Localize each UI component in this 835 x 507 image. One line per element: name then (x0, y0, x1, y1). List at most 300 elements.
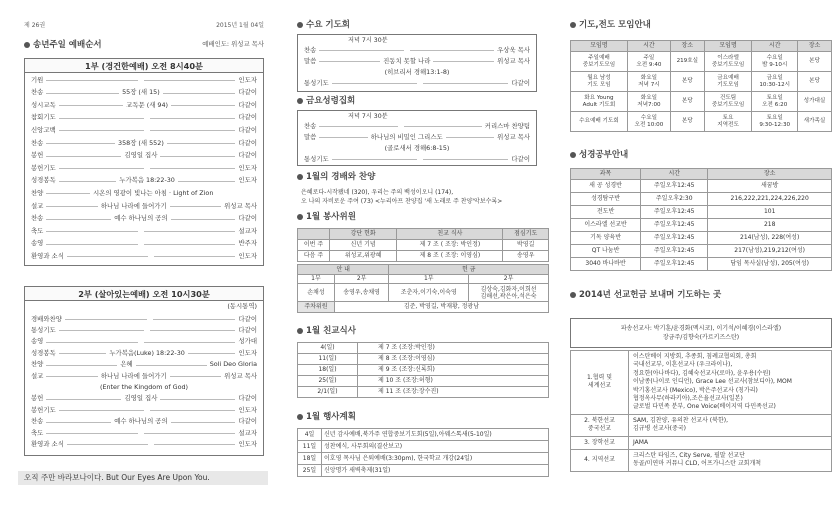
order-content: 진동치 못할 나라 (383, 56, 431, 65)
order-leader: 인도자 (238, 348, 258, 357)
plan-event: 성찬예식, 사무회의(결산보고) (322, 441, 549, 453)
serve-table (297, 228, 549, 262)
meeting-cell: 이스라엘 중보기도모임 (704, 52, 752, 72)
order-content: 55장 (새 15) (122, 88, 160, 97)
leader-line (150, 168, 235, 169)
bible-cell: 주일오후12:45 (641, 232, 708, 245)
meeting-head: 시간 (752, 41, 798, 52)
table-row (571, 92, 832, 112)
leader-line (178, 181, 236, 182)
leader-line (319, 137, 367, 138)
plan-date: 18일 (298, 453, 322, 465)
mission-category: 2. 북한선교 중국선교 (571, 414, 629, 436)
leader-line (160, 156, 235, 157)
order-row (31, 139, 257, 148)
bullet-icon (570, 22, 576, 28)
meeting-cell: 새가족실 (797, 112, 831, 132)
leader-line (46, 231, 138, 232)
order-leader: 다같이 (238, 88, 257, 97)
leader-line (332, 159, 417, 160)
table-row (298, 453, 549, 465)
bible-cell: 새 공 성경반 (571, 180, 641, 193)
order-content: 시온의 영광이 빛나는 아침 · Light of Zion (92, 189, 214, 198)
praise-list (301, 188, 502, 206)
order-leader: 위성교 목사 (497, 56, 531, 65)
order-row (304, 122, 530, 131)
order-row (31, 101, 257, 110)
bible-cell: 주일오후2:30 (641, 193, 708, 206)
leader-line (46, 156, 121, 157)
serve-cell: 제 7 조 ( 조장: 박인정) (397, 240, 503, 251)
leader-line (59, 410, 144, 411)
table-row (298, 365, 549, 376)
order-row (31, 349, 257, 358)
order-leader: 다같이 (238, 151, 258, 160)
fellow-group: 제 8 조 (조장:이영심) (358, 354, 549, 365)
order-row (31, 89, 257, 98)
serve-head: 강단 헌화 (330, 229, 397, 240)
issue-number: 제 26권 (24, 22, 46, 29)
table-row (571, 436, 832, 449)
meeting-cell: 토요 지역전도 (704, 112, 752, 132)
bible-head: 시간 (641, 169, 708, 180)
table-row (571, 52, 832, 72)
order-item: 참회기도 (31, 113, 56, 122)
order-item: 찬송 (31, 88, 44, 97)
meeting-head: 시간 (627, 41, 670, 52)
leader-line (319, 126, 397, 127)
leader-line (167, 143, 236, 144)
order-item: 환영과 소식 (31, 440, 64, 449)
order-leader: 다같이 (238, 394, 258, 403)
order-row (31, 76, 257, 85)
leader-line (163, 93, 236, 94)
usher-sub: 2부 (469, 275, 549, 284)
table-row (571, 72, 832, 92)
order-item: 봉헌기도 (31, 405, 56, 414)
table-row (571, 232, 832, 245)
meeting-cell: 수요예배 기도회 (571, 112, 628, 132)
bible-head: 장소 (708, 169, 832, 180)
usher-sub: 1부 (298, 275, 335, 284)
order-leader: 인도자 (238, 176, 258, 185)
order-leader: 위성교 목사 (224, 371, 257, 380)
meeting-cell: 토요일 9:30-12:30 (752, 112, 798, 132)
bible-cell: 주일오후12:45 (641, 258, 708, 271)
meeting-cell: 월요 남성 기도 모임 (571, 72, 628, 92)
bible-cell: 주일오후12:45 (641, 206, 708, 219)
meeting-head: 장소 (670, 41, 704, 52)
leader-line (144, 433, 236, 434)
order-leader: 성가대 (238, 337, 258, 346)
order-row (31, 227, 257, 236)
bullet-icon (297, 328, 303, 334)
order-item: 찬양 (31, 360, 44, 369)
order-content: (골로새서 경해6:8-15) (384, 143, 450, 152)
order-row (31, 202, 257, 211)
order-row (31, 383, 257, 392)
bible-cell: 전도반 (571, 206, 641, 219)
leader-line (46, 244, 138, 245)
order-leader: 인도자 (238, 405, 258, 414)
leader-line (59, 181, 117, 182)
order-row (304, 46, 530, 55)
order-row (31, 114, 257, 123)
leader-line (188, 353, 236, 354)
leader-line (144, 342, 236, 343)
meeting-table (570, 40, 832, 132)
leader-line (171, 105, 235, 106)
leader-line (150, 410, 235, 411)
order-content: 358장 (새 552) (118, 138, 164, 147)
order-item: 찬양 (31, 189, 44, 198)
order-leader: 인도자 (238, 163, 258, 172)
order-leader: 설교자 (238, 226, 258, 235)
order-content: 은혜 (120, 360, 133, 369)
leader-line (144, 80, 236, 81)
order-row (31, 406, 257, 415)
serve-cell: 위성교,위광혜 (330, 251, 397, 262)
order-item: 찬송 (304, 121, 317, 130)
order-row (304, 133, 530, 142)
leader-line (46, 143, 115, 144)
order-leader: 반주자 (238, 239, 258, 248)
footer-banner: 오직 주만 바라보나이다. But Our Eyes Are Upon You. (18, 471, 268, 485)
serve-cell: 다음 주 (298, 251, 330, 262)
order-content: 교독문 (새 94) (126, 100, 169, 109)
plan-event: 신앙명가 새벽축제(31일) (322, 465, 549, 477)
leader-line (46, 376, 97, 377)
order-item: 찬송 (304, 45, 317, 54)
plan-date: 11일 (298, 441, 322, 453)
host-names: 김준, 박영길, 박재황, 정광남 (334, 302, 548, 313)
leader-line (136, 365, 207, 366)
meeting-cell: 성가대실 (797, 92, 831, 112)
meeting-cell: 화요일 저녁 7시 (627, 72, 670, 92)
fri-title: 금요성령집회 (297, 96, 355, 106)
order-content: 하나님 나라에 들어가기 (100, 371, 167, 380)
serve-cell: 이번 주 (298, 240, 330, 251)
bullet-icon (570, 152, 576, 158)
bible-cell: 주일오후12:45 (641, 245, 708, 258)
order-item: 통성기도 (304, 154, 329, 163)
table-row (298, 429, 549, 441)
usher-sub: 1부 (389, 275, 469, 284)
order-leader: 다같이 (238, 113, 258, 122)
order-item: 찬송 (31, 214, 44, 223)
order-content: 예수 하나님의 공의 (114, 417, 168, 426)
host-label: 주차위원 (298, 302, 335, 313)
leader-line (410, 50, 494, 51)
mission-detail: 크리스탄 타임즈, City Serve, 필말 선교단 동골/미연마 커뮤니 CLD, 어프가니스탄 교회개척 (629, 450, 832, 472)
leader-line (46, 433, 138, 434)
leader-line (154, 444, 235, 445)
leader-line (154, 256, 235, 257)
issue-date: 2015년 1월 04일 (216, 22, 264, 29)
order-row (31, 418, 257, 427)
service2-box (24, 286, 264, 456)
order-leader: 다같이 (238, 126, 258, 135)
table-row (571, 206, 832, 219)
bible-cell: 기독 양육반 (571, 232, 641, 245)
leader-line (46, 342, 138, 343)
order-content: 김영일 집사 (124, 394, 158, 403)
leader-line (46, 93, 119, 94)
column-info (570, 0, 832, 507)
bible-cell: 담임 목사실(남성), 205(여성) (708, 258, 832, 271)
order-row (31, 189, 257, 198)
mission-detail: SAM, 김찬양, 유의찬 선교사 (북한), 김규병 선교사(중국) (629, 414, 832, 436)
leader-line (46, 80, 138, 81)
fellow-date: 2/1(일) (298, 387, 358, 398)
praise-line: 은혜로다-시작됐네 (320), 우리는 주의 백성이오니 (174), (301, 189, 454, 196)
table-row (298, 376, 549, 387)
service2-subtitle: (동시통역) (227, 302, 257, 310)
leader-line (144, 231, 236, 232)
order-row (31, 252, 257, 261)
table-head-row (571, 169, 832, 180)
leader-line (46, 206, 97, 207)
bible-cell: 214(남성), 228(여성) (708, 232, 832, 245)
order-item: 기원 (31, 75, 44, 84)
usher-cell: 송영우,송채영 (334, 284, 389, 302)
order-leader: 우상욱 목사 (497, 45, 531, 54)
meeting-cell: 건도팀 중보기도모임 (704, 92, 752, 112)
order-item: 송영 (31, 337, 44, 346)
fellow-date: 18(일) (298, 365, 358, 376)
table-row (571, 193, 832, 206)
meeting-cell: 금요예배 기도모임 (704, 72, 752, 92)
leader-line (46, 365, 117, 366)
order-item: 통성기도 (304, 78, 329, 87)
leader-line (59, 105, 123, 106)
order-row (31, 440, 257, 449)
fellow-date: 11(일) (298, 354, 358, 365)
table-row (571, 112, 832, 132)
serve-head (298, 229, 330, 240)
leader-line (160, 399, 235, 400)
order-item: 환영과 소식 (31, 252, 64, 261)
order-leader: 다같이 (238, 138, 257, 147)
mission-title: 2014년 선교헌금 보내며 기도하는 곳 (570, 290, 721, 300)
bible-cell: QT 나눔반 (571, 245, 641, 258)
table-row (571, 414, 832, 436)
fri-box (297, 110, 537, 166)
mission-category: 3. 장학선교 (571, 436, 629, 449)
bullet-icon (297, 22, 303, 28)
leader-line (46, 399, 121, 400)
plan-table (297, 428, 549, 477)
fellow-date: 4(일) (298, 343, 358, 354)
leader-line (59, 353, 107, 354)
meeting-cell: 금요일 10:30-12시 (752, 72, 798, 92)
order-row (31, 315, 257, 324)
mission-table (570, 350, 832, 472)
bible-cell: 주일오후12:45 (641, 219, 708, 232)
leader-line (144, 244, 236, 245)
bible-cell: 101 (708, 206, 832, 219)
leader-line (150, 118, 235, 119)
order-content: (Enter the Kingdom of God) (99, 383, 189, 392)
order-content: 누가복음 18:22-30 (119, 176, 175, 185)
usher-cell: 김상숙,김화자,이희선 김해선,곽은아,석은숙 (469, 284, 549, 302)
mission-intro-line: 파송선교사: 박기훈/윤경화(멕시코), 이기석/이혜경(이스라엘) (620, 325, 782, 332)
bible-cell: 218 (708, 219, 832, 232)
bible-table (570, 168, 832, 271)
serve-cell: 송영우 (503, 251, 549, 262)
order-row (31, 372, 257, 381)
order-row (31, 215, 257, 224)
order-item: 통성기도 (31, 326, 56, 335)
order-row (304, 68, 530, 77)
order-row (31, 429, 257, 438)
order-content: 하나님의 비밀인 그리스도 (370, 132, 443, 141)
fellow-date: 25(일) (298, 376, 358, 387)
bible-cell: 3040 바나바반 (571, 258, 641, 271)
bible-cell: 216,222,221,224,226,220 (708, 193, 832, 206)
bullet-icon (297, 214, 303, 220)
fellow-group: 제 9 조 (조장:신록희) (358, 365, 549, 376)
order-row (31, 164, 257, 173)
wed-box (297, 34, 537, 92)
mission-category: 4. 지역선교 (571, 450, 629, 472)
bible-cell: 성경탐구반 (571, 193, 641, 206)
order-item: 찬송 (31, 417, 44, 426)
leader-line (65, 319, 147, 320)
order-content: (히브리서 경해13:1-8) (384, 67, 450, 76)
meeting-cell: 본당 (670, 92, 704, 112)
column-meetings (297, 0, 549, 507)
leader-line (423, 159, 508, 160)
mission-detail: 이스탄베이 지방회, 추종회, 침례교협의회, 총회 국내선교부, 이혼선교사 (우크라이나), 정요한(아나바다), 김혜숙선교사(로마), 윤우용(수원) 이남종(나이로 인디언), Grace Lee 선교사(참보디아), MOM 박기홍선교사 (Mexico), 박은주선교사 (칭가리) 협정옥사무(하라키아),조은율선교사(일본) 글로벌 다민족 분부, One Voice(베이지역 다민족선교) (629, 351, 832, 415)
mission-intro-line: 장금주/김향숙(카르키즈스탄) (662, 334, 740, 341)
order-leader: Soli Deo Gloria (209, 360, 257, 369)
bible-head: 과목 (571, 169, 641, 180)
meeting-head: 장소 (797, 41, 831, 52)
praise-line: 오 나의 자비로운 주여 (73) <누리아프 찬양집 '새 노래로 주 찬양'악보수록> (301, 198, 503, 205)
meeting-head: 모임명 (704, 41, 752, 52)
order-row (304, 155, 530, 164)
order-item: 성경봉독 (31, 348, 56, 357)
order-item: 찬송 (31, 138, 44, 147)
plan-event: 이호영 목사님 은퇴예배(3:30pm), 한국학교 개강(24일) (322, 453, 549, 465)
order-item: 송영 (31, 239, 44, 248)
table-row (571, 450, 832, 472)
order-leader: 다같이 (511, 154, 531, 163)
leader-line (404, 126, 482, 127)
leader-line (433, 61, 494, 62)
order-row (31, 240, 257, 249)
bullet-icon (297, 174, 303, 180)
order-leader: 커리스마 찬양팀 (484, 121, 531, 130)
service1-box (24, 58, 264, 266)
order-leader: 위성교 목사 (497, 132, 530, 141)
order-content: 김영일 집사 (124, 151, 158, 160)
order-item: 성시교독 (31, 100, 56, 109)
order-row (31, 126, 257, 135)
order-item: 축도 (31, 226, 44, 235)
bullet-icon (297, 414, 303, 420)
serve-cell: 제 8 조 ( 조장: 이영심) (397, 251, 503, 262)
order-leader: 인도자 (238, 440, 257, 449)
order-row (31, 152, 257, 161)
bible-cell: 새꿈방 (708, 180, 832, 193)
serve-cell: 신년 기념 (330, 240, 397, 251)
mission-category: 1.협력 및 세계선교 (571, 351, 629, 415)
leader-line (59, 130, 144, 131)
order-item: 봉헌 (31, 394, 44, 403)
usher-cell: 손채성 (298, 284, 335, 302)
bible-title: 성경공부안내 (570, 150, 628, 160)
bullet-icon (24, 42, 30, 48)
order-leader: 다같이 (238, 326, 258, 335)
usher-cell: 조춘자,이기숙,이숙영 (389, 284, 469, 302)
wed-time: 저녁 7시 30분 (348, 37, 388, 44)
leader-line (46, 219, 111, 220)
order-leader: 다같이 (238, 417, 257, 426)
leader-line (46, 193, 90, 194)
usher-table (297, 264, 549, 313)
fri-time: 저녁 7시 30분 (348, 113, 388, 120)
page-header (24, 22, 264, 29)
leader-line (59, 330, 144, 331)
service2-title: 2부 (살아있는예배) 오전 10시30분 (25, 287, 263, 301)
order-row (304, 57, 530, 66)
meeting-cell: 수요일 오전 10:00 (627, 112, 670, 132)
leader-line (150, 330, 235, 331)
order-leader: 위성교 목사 (224, 201, 257, 210)
usher-head: 헌 금 (389, 265, 549, 275)
leader-line (150, 130, 235, 131)
leader-line (332, 83, 417, 84)
bible-cell: 이스라엘 선교반 (571, 219, 641, 232)
table-row (298, 441, 549, 453)
bullet-icon (297, 98, 303, 104)
meeting-cell: 본당 (797, 72, 831, 92)
table-row (571, 351, 832, 415)
leader-line (153, 319, 235, 320)
order-row (304, 79, 530, 88)
plan-title: 1월 행사계획 (297, 412, 356, 422)
usher-sub: 2부 (334, 275, 389, 284)
meeting-cell: 토요일 오전 6:20 (752, 92, 798, 112)
worship-title (24, 40, 264, 50)
order-content: 누가복음(Luke) 18:22-30 (109, 348, 185, 357)
leader-line (446, 137, 494, 138)
column-order-of-worship (0, 0, 270, 507)
order-item: 말씀 (304, 132, 317, 141)
leader-line (67, 256, 148, 257)
bible-cell: 주일오후12:45 (641, 180, 708, 193)
order-item: 축도 (31, 428, 44, 437)
table-row (298, 354, 549, 365)
order-row (31, 177, 257, 186)
leader-line (171, 422, 236, 423)
fellow-group: 제 7 조 (조장:박인정) (358, 343, 549, 354)
order-leader: 설교자 (238, 428, 258, 437)
mission-intro (570, 318, 832, 348)
order-leader: 다같이 (511, 78, 531, 87)
table-row (571, 258, 832, 271)
leader-line (59, 168, 144, 169)
table-row (298, 465, 549, 477)
order-leader: 인도자 (238, 75, 258, 84)
plan-date: 25일 (298, 465, 322, 477)
order-content: 하나님 나라에 들어가기 (100, 201, 167, 210)
order-item: 설교 (31, 371, 44, 380)
order-item: 말씀 (304, 56, 317, 65)
order-content: 예수 하나님의 공의 (114, 214, 168, 223)
